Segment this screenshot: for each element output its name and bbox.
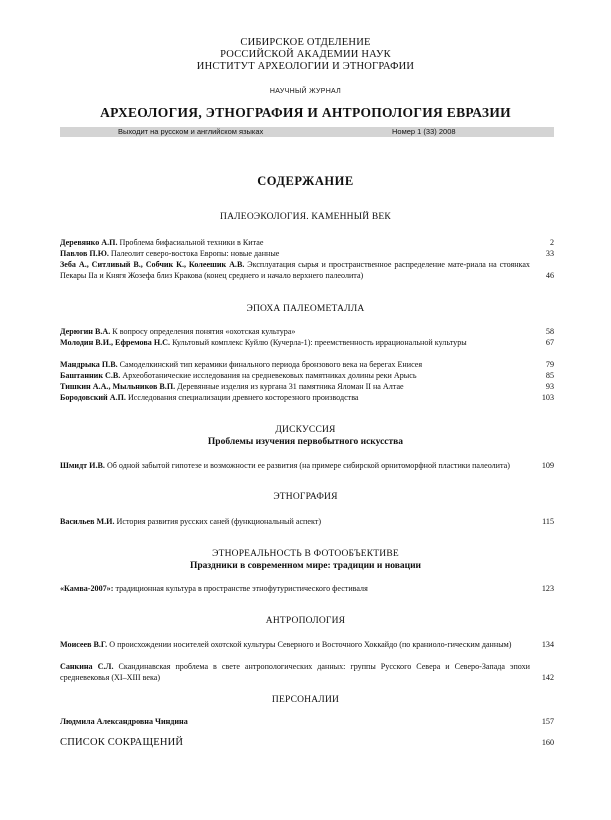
entry-page: 103 xyxy=(541,393,554,402)
entry-author: Деревянко А.П. xyxy=(60,238,118,247)
toc-entry[interactable] xyxy=(60,327,554,338)
toc-entry[interactable] xyxy=(60,640,554,651)
journal-kind: НАУЧНЫЙ ЖУРНАЛ xyxy=(269,88,342,95)
entry-author: Баштанник С.В. xyxy=(60,371,121,380)
entry-author: Бородовский А.П. xyxy=(60,393,126,402)
toc-entry[interactable] xyxy=(60,717,554,728)
section-subheading: Проблемы изучения первобытного искусства xyxy=(207,437,404,447)
toc-entry[interactable] xyxy=(60,260,554,281)
languages-note: Выходит на русском и английском языках xyxy=(118,127,264,136)
entry-author: «Камва-2007»: xyxy=(60,584,114,593)
section-heading: ЭПОХА ПАЛЕОМЕТАЛЛА xyxy=(246,304,365,314)
entry-title: Эксплуатация сырья и пространственное распределение мате-риала на стоянках Пекары IIa и Княгя Жозефа близ Кракова (конец среднего и начало верхнего палеолита) xyxy=(60,260,530,280)
toc-entry[interactable] xyxy=(60,371,554,382)
entry-page: 134 xyxy=(541,640,554,649)
section-heading: ЭТНОГРАФИЯ xyxy=(273,492,338,502)
entry-title: Скандинавская проблема в свете антропологических данных: группы Русского Севера и Северо-Запада эпохи средневековья (XI–XIII века) xyxy=(60,662,530,682)
entry-page: 123 xyxy=(541,584,554,593)
entry-page: 58 xyxy=(545,327,554,336)
institution-line-3: ИНСТИТУТ АРХЕОЛОГИИ И ЭТНОГРАФИИ xyxy=(196,61,415,72)
toc-entry[interactable] xyxy=(60,338,554,349)
entry-author: Молодин В.И., Ефремова Н.С. xyxy=(60,338,171,347)
section-heading: ПЕРСОНАЛИИ xyxy=(271,695,340,705)
journal-title: АРХЕОЛОГИЯ, ЭТНОГРАФИЯ И АНТРОПОЛОГИЯ ЕВРАЗИИ xyxy=(100,105,511,120)
section-heading: ДИСКУССИЯ xyxy=(275,425,336,435)
entry-page: 157 xyxy=(541,717,554,726)
section-heading: ЭТНОРЕАЛЬНОСТЬ В ФОТООБЪЕКТИВЕ xyxy=(212,549,399,559)
entry-page: 79 xyxy=(545,360,554,369)
entry-title: Археоботанические исследования на средневековых памятниках долины реки Арысь xyxy=(122,371,417,380)
entry-author: Людмила Александровна Чиндина xyxy=(60,717,188,726)
entry-author: Дерюгин В.А. xyxy=(60,327,111,336)
entry-author: Павлов П.Ю. xyxy=(60,249,109,258)
issue-number: Номер 1 (33) 2008 xyxy=(392,127,456,136)
toc-entry[interactable] xyxy=(60,662,554,683)
toc-entry[interactable] xyxy=(60,249,554,260)
issue-band xyxy=(60,127,554,137)
entry-title: традиционная культура в пространстве этнофутуристического фестиваля xyxy=(115,584,368,593)
entry-page: 33 xyxy=(545,249,554,258)
entry-page: 67 xyxy=(545,338,554,347)
entry-title: К вопросу определения понятия «охотская культура» xyxy=(112,327,296,336)
entry-title: Исследования специализации древнего косторезного производства xyxy=(127,393,359,402)
entry-author: Шмидт И.В. xyxy=(60,461,105,470)
entry-author: Васильев М.И. xyxy=(60,517,115,526)
institution-line-2: РОССИЙСКОЙ АКАДЕМИИ НАУК xyxy=(220,49,391,60)
abbreviations-label: СПИСОК СОКРАЩЕНИЙ xyxy=(60,737,184,748)
entry-author: Зеба А., Ситливый В., Собчик К., Колеешик А.В. xyxy=(60,260,245,269)
toc-entry[interactable] xyxy=(60,360,554,371)
entry-title: Культовый комплекс Куйлю (Кучерла-1): преемственность иррациональной культуры xyxy=(172,338,467,347)
institution-line-1: СИБИРСКОЕ ОТДЕЛЕНИЕ xyxy=(240,37,371,48)
entry-title: История развития русских саней (функциональный аспект) xyxy=(116,517,322,526)
entry-title: Палеолит северо-востока Европы: новые данные xyxy=(110,249,280,258)
entry-page: 160 xyxy=(541,738,554,747)
section-heading: АНТРОПОЛОГИЯ xyxy=(265,616,346,626)
entry-author: Мандрыка П.В. xyxy=(60,360,118,369)
entry-page: 142 xyxy=(541,672,554,682)
contents-title: СОДЕРЖАНИЕ xyxy=(257,174,354,188)
entry-title: Деревянные изделия из кургана 31 памятника Яломан II на Алтае xyxy=(177,382,404,391)
entry-page: 109 xyxy=(541,461,554,470)
toc-entry[interactable] xyxy=(60,238,554,249)
entry-author: Моисеев В.Г. xyxy=(60,640,108,649)
entry-page: 46 xyxy=(545,270,554,280)
entry-page: 93 xyxy=(545,382,554,391)
entry-page: 2 xyxy=(549,238,554,247)
entry-title: Об одной забытой гипотезе и возможности ее развития (на примере сибирской орнитоморфной пластики палеолита) xyxy=(106,461,510,470)
toc-entry[interactable] xyxy=(60,584,554,595)
section-subheading: Праздники в современном мире: традиции и новации xyxy=(189,561,422,571)
entry-author: Санкина С.Л. xyxy=(60,662,114,671)
entry-title: Самоделкинский тип керамики финального периода бронзового века на берегах Енисея xyxy=(119,360,423,369)
entry-title: О происхождении носителей охотской культуры Северного и Восточного Хоккайдо (по краниоло-гическим данным) xyxy=(109,640,512,649)
entry-title: Проблема бифасиальной техники в Китае xyxy=(119,238,264,247)
toc-entry[interactable] xyxy=(60,393,554,404)
entry-page: 115 xyxy=(542,517,554,526)
toc-entry[interactable] xyxy=(60,382,554,393)
toc-entry[interactable] xyxy=(60,461,554,472)
section-heading: ПАЛЕОЭКОЛОГИЯ. КАМЕННЫЙ ВЕК xyxy=(220,212,391,222)
entry-page: 85 xyxy=(545,371,554,380)
toc-entry[interactable] xyxy=(60,517,554,528)
entry-author: Тишкин А.А., Мыльников В.П. xyxy=(60,382,176,391)
abbreviations-entry[interactable] xyxy=(60,738,554,749)
